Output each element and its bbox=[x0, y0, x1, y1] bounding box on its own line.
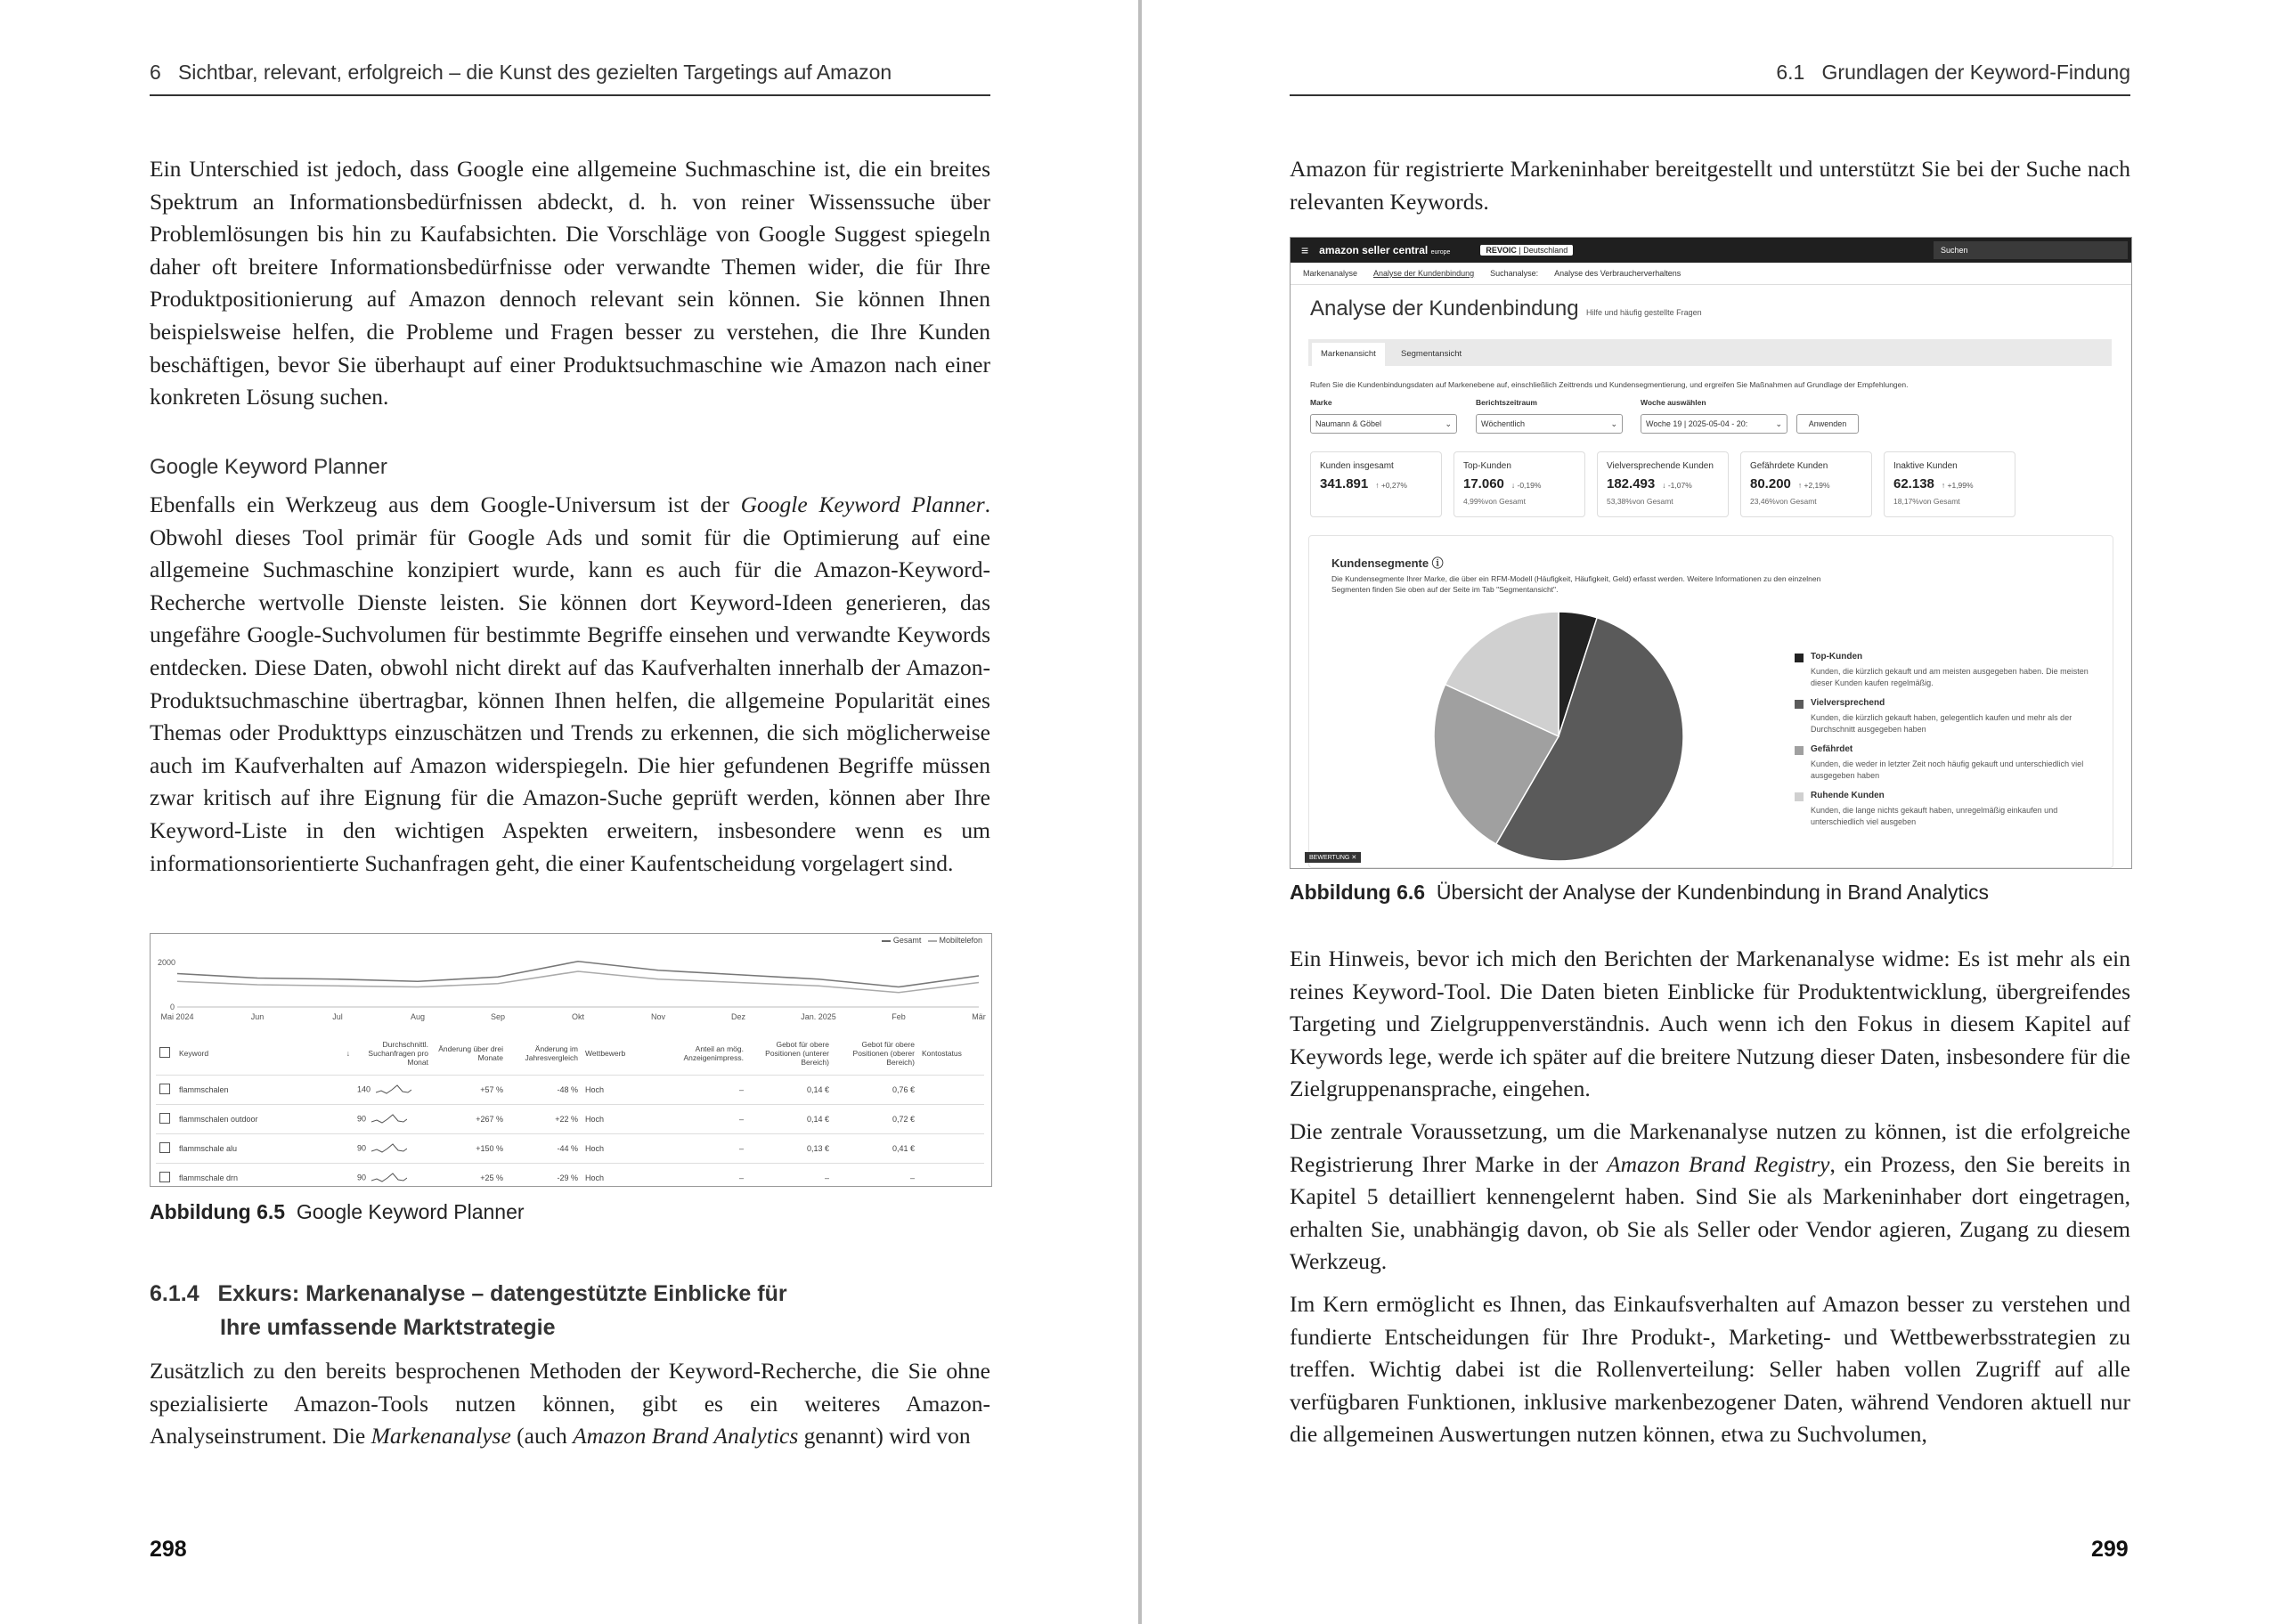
kpi-delta: ↓ -0,19% bbox=[1510, 481, 1542, 490]
table-cell: +25 % bbox=[432, 1164, 507, 1188]
row-checkbox[interactable] bbox=[159, 1172, 170, 1182]
table-cell: -48 % bbox=[507, 1076, 582, 1105]
x-tick-label: Dez bbox=[730, 1012, 746, 1021]
chevron-down-icon: ⌄ bbox=[1445, 419, 1452, 428]
kpi-label: Kunden insgesamt bbox=[1320, 461, 1394, 471]
table-cell: +57 % bbox=[432, 1076, 507, 1105]
table-cell: 0,14 € bbox=[747, 1105, 833, 1134]
chart-legend bbox=[882, 936, 982, 945]
body-paragraph bbox=[150, 153, 990, 414]
table-cell: 90 bbox=[354, 1134, 432, 1164]
paragraph-text: Zusätzlich zu den bereits besprochenen Methoden der Keyword-Recherche, die Sie ohne spezialisierte Amazon-Tools nutzen können, gibt es ein weiteres Amazon-Analyseinstrument. Die bbox=[150, 1358, 990, 1449]
section-title: Grundlagen der Keyword-Findung bbox=[1821, 61, 2130, 84]
body-paragraph bbox=[150, 489, 990, 880]
trend-sparkline bbox=[371, 1172, 407, 1184]
kpi-share: 23,46%von Gesamt bbox=[1750, 497, 1817, 506]
table-cell: – bbox=[669, 1134, 747, 1164]
body-paragraph bbox=[1290, 1116, 2130, 1279]
row-checkbox[interactable] bbox=[159, 1113, 170, 1124]
segments-panel bbox=[1308, 535, 2113, 868]
brand-select[interactable]: Naumann & Göbel ⌄ bbox=[1310, 414, 1457, 434]
search-input[interactable]: Suchen bbox=[1934, 241, 2128, 259]
kpi-share: 4,99%von Gesamt bbox=[1463, 497, 1526, 506]
tab-segmentansicht[interactable]: Segmentansicht bbox=[1401, 349, 1462, 359]
customer-segments-pie-chart bbox=[1429, 607, 1688, 865]
emphasis-text: Markenanalyse bbox=[370, 1423, 511, 1449]
column-header[interactable]: Keyword bbox=[175, 1032, 334, 1076]
trend-sparkline bbox=[376, 1084, 411, 1096]
table-cell: – bbox=[669, 1164, 747, 1188]
table-cell: flammschale drn bbox=[175, 1164, 334, 1188]
table-cell: – bbox=[669, 1105, 747, 1134]
table-cell: 90 bbox=[354, 1164, 432, 1188]
figure-caption bbox=[1290, 881, 1989, 905]
kpi-value: 182.493 ↓ -1,07% bbox=[1607, 476, 1692, 491]
emphasis-text: Amazon Brand Analytics bbox=[573, 1423, 799, 1449]
filter-label: Marke bbox=[1310, 398, 1332, 407]
subheading: Google Keyword Planner bbox=[150, 455, 387, 479]
segments-description: Die Kundensegmente Ihrer Marke, die über ein RFM-Modell (Häufigkeit, Häufigkeit, Geld) erfasst werden. Weitere Informationen zu den einzelnen Segmenten finden Sie oben auf der Seite im Tab "Segmentansicht". bbox=[1331, 574, 1821, 594]
table-cell: +150 % bbox=[432, 1134, 507, 1164]
section-title: Ihre umfassende Marktstrategie bbox=[220, 1315, 556, 1340]
table-cell: +267 % bbox=[432, 1105, 507, 1134]
table-cell bbox=[918, 1164, 984, 1188]
table-cell: 140 bbox=[354, 1076, 432, 1105]
body-paragraph bbox=[1290, 1288, 2130, 1451]
legend-swatch bbox=[1795, 746, 1804, 755]
help-link[interactable]: Hilfe und häufig gestellte Fragen bbox=[1586, 308, 1702, 317]
table-cell: 0,72 € bbox=[833, 1105, 918, 1134]
store-selector[interactable]: REVOIC | Deutschland bbox=[1480, 245, 1573, 256]
kpi-delta: ↓ -1,07% bbox=[1662, 481, 1692, 490]
kpi-card[interactable] bbox=[1884, 451, 2015, 517]
column-header[interactable]: Gebot für obere Positionen (unterer Bereich) bbox=[747, 1032, 833, 1076]
x-tick-label: Jan. 2025 bbox=[801, 1012, 836, 1021]
body-paragraph bbox=[1290, 943, 2130, 1106]
intro-text: Rufen Sie die Kundenbindungsdaten auf Markenebene auf, einschließlich Zeittrends und Kundensegmentierung, und ergreifen Sie Maßnahmen auf Grundlage der Empfehlungen. bbox=[1310, 380, 1909, 389]
table-cell: 0,13 € bbox=[747, 1134, 833, 1164]
keyword-table bbox=[156, 1032, 984, 1187]
nav-dropdown[interactable]: Suchanalyse: bbox=[1490, 269, 1539, 278]
nav-dropdown[interactable]: Analyse des Verbraucherverhaltens bbox=[1554, 269, 1682, 278]
legend-description: Kunden, die weder in letzter Zeit noch häufig gekauft und unterschiedlich viel ausgegeben haben bbox=[1811, 759, 2084, 780]
table-cell: 0,76 € bbox=[833, 1076, 918, 1105]
section-title: Exkurs: Markenanalyse – datengestützte Einblicke für bbox=[217, 1281, 787, 1306]
column-header[interactable]: Gebot für obere Positionen (oberer Bereich) bbox=[833, 1032, 918, 1076]
x-tick-label: Jun bbox=[250, 1012, 265, 1021]
kpi-delta: ↑ +2,19% bbox=[1797, 481, 1830, 490]
chapter-number: 6 bbox=[150, 61, 161, 84]
legend-swatch bbox=[1795, 700, 1804, 709]
sort-arrow-icon[interactable]: ↓ bbox=[334, 1032, 354, 1076]
right-page bbox=[1142, 0, 2280, 1624]
caption-label: Abbildung 6.6 bbox=[1290, 881, 1426, 904]
section-number: 6.1 bbox=[1776, 61, 1805, 84]
legend-label: Gefährdet bbox=[1811, 744, 1853, 754]
legend-label: Gesamt bbox=[892, 936, 922, 945]
section-heading bbox=[150, 1277, 990, 1344]
page-title: Analyse der Kundenbindung bbox=[1310, 296, 1579, 321]
feedback-badge[interactable]: BEWERTUNG ✕ bbox=[1305, 852, 1361, 863]
row-checkbox[interactable] bbox=[159, 1084, 170, 1094]
table-cell: – bbox=[747, 1164, 833, 1188]
legend-label: Top-Kunden bbox=[1811, 652, 1863, 662]
search-volume-line-chart bbox=[151, 934, 991, 1032]
caption-text: Übersicht der Analyse der Kundenbindung in Brand Analytics bbox=[1436, 881, 1989, 904]
table-cell bbox=[918, 1076, 984, 1105]
x-tick-label: Nov bbox=[650, 1012, 666, 1021]
sub-navigation bbox=[1291, 263, 2131, 285]
column-header[interactable]: Kontostatus bbox=[918, 1032, 984, 1076]
seller-central-logo[interactable]: amazon seller central europe bbox=[1319, 244, 1451, 256]
paragraph-text: Ebenfalls ein Werkzeug aus dem Google-Universum ist der bbox=[150, 491, 741, 517]
series-line-mobiltelefon bbox=[177, 971, 979, 993]
chevron-down-icon: ⌄ bbox=[1775, 419, 1782, 428]
table-row[interactable] bbox=[156, 1164, 984, 1188]
table-row[interactable] bbox=[156, 1134, 984, 1164]
filter-label: Berichtszeitraum bbox=[1476, 398, 1537, 407]
paragraph-text: (auch bbox=[510, 1423, 574, 1449]
kpi-delta: ↑ +1,99% bbox=[1941, 481, 1974, 490]
table-cell: – bbox=[833, 1164, 918, 1188]
legend-label: Ruhende Kunden bbox=[1811, 791, 1885, 800]
x-tick-label: Feb bbox=[892, 1012, 906, 1021]
menu-icon[interactable]: ≡ bbox=[1301, 243, 1309, 257]
running-header bbox=[150, 61, 990, 96]
page-number: 299 bbox=[2091, 1537, 2129, 1562]
paragraph-text: Die zentrale Voraussetzung, um die Markenanalyse nutzen zu können, ist die erfolgreiche Registrierung Ihrer Marke in der bbox=[1290, 1118, 2130, 1177]
column-header[interactable]: Anteil an mög. Anzeigenimpress. bbox=[669, 1032, 747, 1076]
left-page bbox=[0, 0, 1138, 1624]
column-header[interactable]: Änderung über drei Monate bbox=[432, 1032, 507, 1076]
table-cell: flammschale alu bbox=[175, 1134, 334, 1164]
y-tick-label: 0 bbox=[170, 1003, 175, 1011]
kpi-label: Inaktive Kunden bbox=[1893, 461, 1958, 471]
x-tick-label: Aug bbox=[410, 1012, 426, 1021]
section-number: 6.1.4 bbox=[150, 1281, 200, 1306]
row-checkbox[interactable] bbox=[159, 1142, 170, 1153]
table-cell bbox=[918, 1105, 984, 1134]
kpi-share: 53,38%von Gesamt bbox=[1607, 497, 1673, 506]
table-row[interactable] bbox=[156, 1105, 984, 1134]
legend-description: Kunden, die kürzlich gekauft und am meisten ausgegeben haben. Die meisten dieser Kunden kaufen regelmäßig. bbox=[1811, 667, 2089, 687]
page-number: 298 bbox=[150, 1537, 187, 1562]
legend-description: Kunden, die kürzlich gekauft haben, gelegentlich kaufen und mehr als der Durchschnitt ausgegeben haben bbox=[1811, 713, 2072, 734]
table-cell: 0,41 € bbox=[833, 1134, 918, 1164]
filter-label: Woche auswählen bbox=[1641, 398, 1706, 407]
table-cell: +22 % bbox=[507, 1105, 582, 1134]
view-tabs bbox=[1308, 339, 2112, 366]
page-title-row bbox=[1310, 296, 1702, 321]
kpi-delta: ↑ +0,27% bbox=[1375, 481, 1407, 490]
chapter-title: Sichtbar, relevant, erfolgreich – die Kunst des gezielten Targetings auf Amazon bbox=[177, 61, 892, 84]
column-header[interactable]: Änderung im Jahresvergleich bbox=[507, 1032, 582, 1076]
paragraph-text: Ein Unterschied ist jedoch, dass Google eine allgemeine Suchmaschine ist, die ein breites Spektrum an Informationsbedürfnissen abdeckt, d. h. von reiner Wissenssuche über Problemlösungen bis hin zu Kaufabsichten. Die Vorschläge von Google Suggest spiegeln daher oft breitere Informationsbedürfnisse oder verwandte Themen wider, die für Ihre Produktpositionierung auf Amazon dennoch relevant sein können. Sie können Ihnen beispielsweise helfen, die Probleme und Fragen besser zu verstehen, die Ihre Kunden beschäftigen, bevor Sie überhaupt auf einer Produktsuchmaschine wie Amazon nach einer konkreten Lösung suchen. bbox=[150, 156, 990, 410]
running-header bbox=[1290, 61, 2130, 96]
caption-text: Google Keyword Planner bbox=[296, 1200, 525, 1223]
period-select[interactable]: Wöchentlich ⌄ bbox=[1476, 414, 1623, 434]
kpi-card[interactable] bbox=[1454, 451, 1585, 517]
brand-analytics-screenshot bbox=[1290, 237, 2132, 869]
paragraph-text: Ein Hinweis, bevor ich mich den Berichten der Markenanalyse widme: Es ist mehr als ein reines Keyword-Tool. Die Daten bieten Einblicke für Produktentwicklung, übergreifendes Targeting und Zielgruppenverständnis. Auch wenn ich den Fokus in diesem Kapitel auf Keywords lege, werde ich später auf die breitere Nutzung dieser Daten, insbesondere für die Zielgruppenansprache, eingehen. bbox=[1290, 946, 2130, 1102]
x-tick-label: Mai 2024 bbox=[160, 1012, 194, 1021]
kpi-label: Gefährdete Kunden bbox=[1750, 461, 1828, 471]
emphasis-text: Google Keyword Planner bbox=[740, 491, 985, 517]
table-cell: flammschalen bbox=[175, 1076, 334, 1105]
emphasis-text: Amazon Brand Registry bbox=[1607, 1150, 1830, 1177]
x-tick-label: Mär bbox=[972, 1012, 986, 1021]
series-line-gesamt bbox=[177, 962, 979, 987]
kpi-label: Vielversprechende Kunden bbox=[1607, 461, 1714, 471]
kpi-label: Top-Kunden bbox=[1463, 461, 1511, 471]
legend-description: Kunden, die lange nichts gekauft haben, unregelmäßig einkaufen und unterschiedlich viel ausgeben bbox=[1811, 806, 2058, 826]
select-all-checkbox[interactable] bbox=[159, 1047, 170, 1058]
table-cell: flammschalen outdoor bbox=[175, 1105, 334, 1134]
x-tick-label: Okt bbox=[571, 1012, 585, 1021]
kpi-value: 80.200 ↑ +2,19% bbox=[1750, 476, 1830, 491]
kpi-value: 17.060 ↓ -0,19% bbox=[1463, 476, 1542, 491]
column-header[interactable]: Wettbewerb bbox=[582, 1032, 669, 1076]
table-cell: – bbox=[669, 1076, 747, 1105]
table-cell: Hoch bbox=[582, 1164, 669, 1188]
table-cell: -29 % bbox=[507, 1164, 582, 1188]
table-cell: Hoch bbox=[582, 1134, 669, 1164]
table-header-row bbox=[156, 1032, 984, 1076]
chevron-down-icon: ⌄ bbox=[1610, 419, 1617, 428]
paragraph-text: Amazon für registrierte Markeninhaber bereitgestellt und unterstützt Sie bei der Suche nach relevanten Keywords. bbox=[1290, 156, 2130, 215]
table-cell: -44 % bbox=[507, 1134, 582, 1164]
kpi-card[interactable] bbox=[1740, 451, 1872, 517]
paragraph-text: genannt) wird von bbox=[798, 1423, 971, 1449]
table-cell: 90 bbox=[354, 1105, 432, 1134]
legend-swatch bbox=[1795, 792, 1804, 801]
trend-sparkline bbox=[371, 1113, 407, 1125]
week-select[interactable]: Woche 19 | 2025-05-04 - 20: ⌄ bbox=[1641, 414, 1787, 434]
paragraph-text: , ein Prozess, den Sie bereits in Kapitel 5 detailliert kennengelernt haben. Sind Sie als Markeninhaber dort eingetragen, erhalten Sie, unabhängig davon, ob Sie als Seller oder Vendor agieren, Zugang zu diesem Werkzeug. bbox=[1290, 1150, 2130, 1275]
figure-caption bbox=[150, 1200, 525, 1224]
x-tick-label: Sep bbox=[490, 1012, 506, 1021]
body-paragraph bbox=[150, 1355, 990, 1453]
y-tick-label: 2000 bbox=[158, 958, 176, 967]
x-tick-label: Jul bbox=[332, 1012, 343, 1021]
kpi-card[interactable] bbox=[1597, 451, 1729, 517]
table-row[interactable] bbox=[156, 1076, 984, 1105]
segments-title: Kundensegmente ⓘ bbox=[1331, 556, 1444, 570]
column-header[interactable]: Durchschnittl. Suchanfragen pro Monat bbox=[354, 1032, 432, 1076]
keyword-planner-screenshot bbox=[150, 933, 992, 1187]
kpi-card[interactable] bbox=[1310, 451, 1442, 517]
kpi-value: 62.138 ↑ +1,99% bbox=[1893, 476, 1974, 491]
nav-link[interactable]: Markenanalyse bbox=[1303, 269, 1358, 278]
top-nav-bar bbox=[1291, 238, 2131, 263]
table-cell: Hoch bbox=[582, 1105, 669, 1134]
table-cell bbox=[918, 1134, 984, 1164]
paragraph-text: Im Kern ermöglicht es Ihnen, das Einkaufsverhalten auf Amazon besser zu verstehen und fundierte Entscheidungen für Ihre Produkt-, Marketing- und Wettbewerbsstrategien zu treffen. Wichtig dabei ist die Rollenverteilung: Seller haben vollen Zugriff auf alle verfügbaren Funktionen, inklusive markenbezogener Daten, während Vendoren aktuell nur die allgemeinen Auswertungen nutzen können, etwa zu Suchvolumen, bbox=[1290, 1291, 2130, 1448]
table-cell: 0,14 € bbox=[747, 1076, 833, 1105]
paragraph-text: . Obwohl dieses Tool primär für Google Ads und somit für die Optimierung auf eine allgemeine Suchmaschine konzipiert wurde, kann es auch für die Amazon-Keyword-Recherche wertvolle Dienste leisten. Sie können dort Keyword-Ideen generieren, das ungefähre Google-Suchvolumen für bestimmte Begriffe einsehen und verwandte Keywords entdecken. Diese Daten, obwohl nicht direkt auf das Kaufverhalten innerhalb der Amazon-Produktsuchmaschine übertragbar, können Ihnen helfen, die allgemeine Popularität eines Themas oder Produkttyps einzuschätzen und Trends zu erkennen, die sich möglicherweise auch im Kaufverhalten auf Amazon widerspiegeln. Die hier gefundenen Begriffe müssen zwar kritisch auf ihre Eignung für die Amazon-Suche geprüft werden, können aber Ihre Keyword-Liste in den wichtigen Aspekten erweitern, insbesondere wenn es um informationsorientierte Suchanfragen geht, die einer Kaufentscheidung vorgelagert sind. bbox=[150, 491, 990, 876]
caption-label: Abbildung 6.5 bbox=[150, 1200, 286, 1223]
nav-link-active[interactable]: Analyse der Kundenbindung bbox=[1373, 269, 1475, 278]
legend-swatch bbox=[1795, 654, 1804, 662]
table-cell: Hoch bbox=[582, 1076, 669, 1105]
kpi-share: 18,17%von Gesamt bbox=[1893, 497, 1960, 506]
kpi-value: 341.891 ↑ +0,27% bbox=[1320, 476, 1407, 491]
apply-button[interactable]: Anwenden bbox=[1796, 414, 1859, 434]
legend-label: Mobiltelefon bbox=[939, 936, 982, 945]
trend-sparkline bbox=[371, 1142, 407, 1155]
body-paragraph bbox=[1290, 153, 2130, 218]
legend-label: Vielversprechend bbox=[1811, 698, 1885, 708]
tab-markenansicht[interactable]: Markenansicht bbox=[1312, 343, 1385, 366]
